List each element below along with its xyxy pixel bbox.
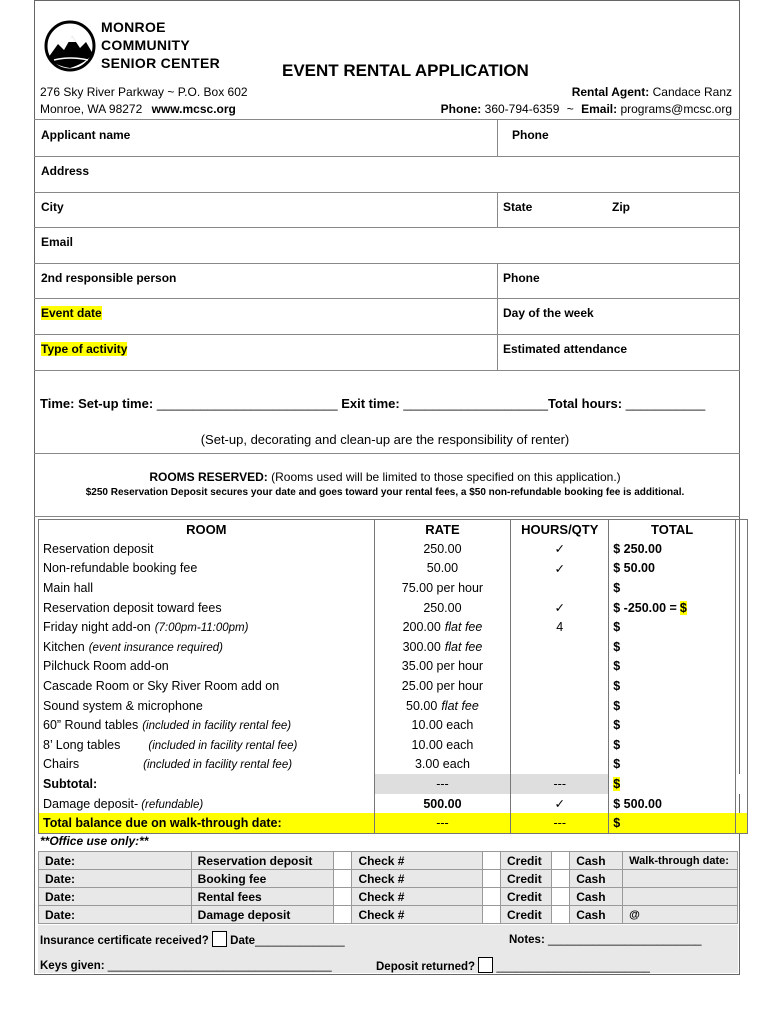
divider	[34, 298, 740, 299]
room-name-cell	[39, 539, 375, 559]
second-person-field[interactable]: 2nd responsible person	[41, 271, 177, 285]
room-name-cell	[39, 676, 375, 696]
total-cell[interactable]	[609, 657, 736, 677]
office-item: Rental fees	[191, 888, 333, 906]
total-cell[interactable]	[609, 735, 736, 755]
total-cell[interactable]	[609, 559, 736, 579]
room-row	[39, 755, 748, 775]
col-divider	[497, 263, 498, 370]
qty-cell[interactable]	[511, 637, 609, 657]
office-check: Check #	[352, 906, 482, 924]
room-table-header	[39, 520, 748, 540]
row-spacer	[735, 598, 747, 618]
room-row	[39, 637, 748, 657]
room-name: Reservation deposit toward fees	[43, 600, 222, 615]
keys-label: Keys given:	[40, 960, 105, 972]
address-line2	[40, 102, 236, 116]
qty-cell[interactable]: 4	[511, 617, 609, 637]
email-label: Email:	[581, 102, 618, 116]
col-divider	[497, 192, 498, 227]
rate-value: 250.00	[423, 541, 462, 556]
rental-agent	[572, 85, 732, 99]
qty-cell[interactable]: ✓	[511, 598, 609, 618]
applicant-name-field[interactable]: Applicant name	[41, 128, 131, 142]
room-name: Friday night add-on	[43, 620, 151, 635]
office-rows	[39, 852, 738, 924]
rate-cell	[374, 559, 511, 579]
subtotal-qty: ---	[511, 774, 609, 794]
subtotal-label: Subtotal:	[39, 774, 375, 794]
office-check: Check #	[352, 852, 482, 870]
header-total: TOTAL	[609, 520, 736, 540]
office-credit: Credit	[501, 888, 552, 906]
org-name-line3: SENIOR CENTER	[101, 55, 221, 71]
insurance-date-input[interactable]: ______________	[255, 935, 345, 947]
row-spacer	[735, 794, 747, 814]
phone-value: 360-794-6359	[484, 102, 560, 116]
rooms-reserved-label: ROOMS RESERVED:	[149, 470, 268, 484]
office-box2[interactable]	[482, 888, 500, 906]
room-note: (included in facility rental fee)	[148, 739, 298, 752]
header-room: ROOM	[39, 520, 375, 540]
office-cash: Cash	[570, 888, 623, 906]
insurance-label: Insurance certificate received?	[40, 935, 209, 947]
org-name-line2: COMMUNITY	[101, 37, 191, 53]
total-highlight: $	[679, 600, 687, 615]
rate-cell	[374, 578, 511, 598]
office-item: Booking fee	[191, 870, 333, 888]
office-row	[39, 852, 738, 870]
subtotal-value: $	[613, 777, 621, 792]
subtotal-row	[39, 774, 748, 794]
setup-time-input[interactable]: _________________________	[156, 396, 338, 411]
rate-value: 25.00 per hour	[401, 679, 484, 694]
qty-cell[interactable]	[511, 696, 609, 716]
office-box1[interactable]	[334, 852, 352, 870]
total-value: $ 50.00	[613, 561, 655, 576]
rate-value: 50.00	[406, 698, 438, 713]
office-check: Check #	[352, 870, 482, 888]
rate-value: 35.00 per hour	[401, 659, 484, 674]
total-cell[interactable]	[609, 598, 736, 618]
room-name-cell	[39, 559, 375, 579]
office-cash: Cash	[570, 870, 623, 888]
qty-cell[interactable]	[511, 735, 609, 755]
divider	[34, 334, 740, 335]
setup-note: (Set-up, decorating and clean-up are the responsibility of renter)	[200, 432, 570, 447]
form-title: EVENT RENTAL APPLICATION	[282, 61, 529, 80]
city-state-zip: Monroe, WA 98272	[40, 102, 143, 116]
total-cell[interactable]	[609, 637, 736, 657]
room-name: Chairs	[43, 757, 80, 772]
office-box3[interactable]	[551, 906, 569, 924]
rooms-reserved-line	[0, 470, 770, 484]
office-cash: Cash	[570, 906, 623, 924]
room-name: Non-refundable booking fee	[43, 561, 198, 576]
divider	[34, 453, 740, 454]
email-link[interactable]: programs@mcsc.org	[620, 102, 732, 116]
estimated-attendance-field[interactable]: Estimated attendance	[503, 342, 628, 356]
exit-time-input[interactable]: ____________________	[403, 396, 548, 411]
deposit-returned-checkbox[interactable]	[478, 957, 493, 973]
row-spacer	[735, 676, 747, 696]
rate-cell	[374, 676, 511, 696]
state-field[interactable]: State	[503, 200, 533, 214]
notes-label: Notes:	[509, 934, 545, 946]
insurance-line	[40, 931, 345, 947]
office-box1[interactable]	[334, 888, 352, 906]
org-name	[101, 18, 220, 72]
phone2-field[interactable]: Phone	[503, 271, 540, 285]
room-name-cell	[39, 598, 375, 618]
insurance-checkbox[interactable]	[212, 931, 227, 947]
rate-note: flat fee	[444, 620, 483, 635]
row-spacer	[735, 578, 747, 598]
balance-qty: ---	[511, 813, 609, 833]
address-line1: 276 Sky River Parkway ~ P.O. Box 602	[40, 85, 248, 99]
room-row	[39, 598, 748, 618]
phone-label: Phone:	[440, 102, 482, 116]
rate-cell	[374, 715, 511, 735]
damage-rate: 500.00	[374, 794, 511, 814]
divider	[34, 119, 740, 120]
total-value: $	[613, 737, 621, 752]
room-name: Cascade Room or Sky River Room add on	[43, 679, 280, 694]
mountains-logo-icon	[44, 20, 96, 72]
total-hours-label: Total hours:	[547, 396, 623, 411]
total-value: $	[613, 659, 621, 674]
room-rows	[39, 539, 748, 833]
address-field[interactable]: Address	[41, 164, 90, 178]
event-date-field[interactable]: Event date	[41, 306, 102, 320]
time-line	[40, 396, 705, 411]
office-table	[38, 851, 738, 924]
room-name: 60” Round tables	[43, 718, 139, 733]
room-row	[39, 696, 748, 716]
office-date: Date:	[39, 888, 192, 906]
rate-cell	[374, 598, 511, 618]
balance-total: $	[609, 813, 736, 833]
rate-value: 200.00	[402, 620, 441, 635]
row-spacer	[735, 774, 747, 794]
total-value: $	[613, 718, 621, 733]
row-spacer	[735, 715, 747, 735]
damage-qty: ✓	[511, 794, 609, 814]
damage-total: $ 500.00	[609, 794, 736, 814]
room-name-cell	[39, 715, 375, 735]
deposit-returned-label: Deposit returned?	[376, 961, 476, 973]
office-box1[interactable]	[334, 906, 352, 924]
total-cell[interactable]	[609, 676, 736, 696]
rate-cell	[374, 539, 511, 559]
divider	[34, 156, 740, 157]
rate-note: flat fee	[441, 698, 479, 713]
office-credit: Credit	[501, 870, 552, 888]
rate-cell	[374, 755, 511, 775]
zip-field[interactable]: Zip	[612, 200, 630, 214]
office-box3[interactable]	[551, 888, 569, 906]
rate-value: 50.00	[426, 561, 459, 576]
office-extra: Walk-through date:	[623, 852, 738, 870]
total-cell[interactable]	[609, 539, 736, 559]
total-cell[interactable]	[609, 715, 736, 735]
room-note: (event insurance required)	[88, 641, 223, 654]
room-row	[39, 559, 748, 579]
office-date: Date:	[39, 870, 192, 888]
room-name-cell	[39, 735, 375, 755]
room-name-cell	[39, 637, 375, 657]
office-box3[interactable]	[551, 870, 569, 888]
type-of-activity-field[interactable]: Type of activity	[41, 342, 128, 356]
city-field[interactable]: City	[41, 200, 64, 214]
room-note: (included in facility rental fee)	[142, 720, 292, 733]
separator: ~	[566, 102, 574, 116]
row-spacer	[735, 559, 747, 579]
header-rate: RATE	[374, 520, 511, 540]
office-use-label: **Office use only:**	[40, 834, 149, 848]
room-name: 8’ Long tables	[43, 737, 121, 752]
office-credit: Credit	[501, 852, 552, 870]
contact-phone-email	[441, 102, 732, 116]
subtotal-total[interactable]	[609, 774, 736, 794]
qty-cell[interactable]	[511, 676, 609, 696]
room-row	[39, 676, 748, 696]
keys-line	[40, 960, 332, 972]
row-spacer	[735, 657, 747, 677]
row-spacer	[735, 539, 747, 559]
row-spacer	[735, 696, 747, 716]
row-spacer	[735, 735, 747, 755]
deposit-returned-line	[376, 957, 650, 973]
rooms-reserved-note: (Rooms used will be limited to those specified on this application.)	[271, 470, 621, 484]
qty-cell[interactable]	[511, 715, 609, 735]
divider	[34, 516, 740, 517]
office-cash: Cash	[570, 852, 623, 870]
phone-field[interactable]: Phone	[512, 128, 549, 142]
damage-deposit-row	[39, 794, 748, 814]
rate-cell	[374, 735, 511, 755]
room-name-cell	[39, 657, 375, 677]
total-value: $	[613, 757, 621, 772]
divider	[34, 192, 740, 193]
room-row	[39, 735, 748, 755]
room-table	[38, 519, 748, 834]
room-name-cell	[39, 578, 375, 598]
room-name-cell	[39, 696, 375, 716]
page-bottom-border	[34, 974, 740, 975]
room-note: (included in facility rental fee)	[143, 759, 293, 772]
rate-cell	[374, 657, 511, 677]
exit-time-label: Exit time:	[341, 396, 400, 411]
page-top-border	[34, 0, 740, 1]
divider	[34, 263, 740, 264]
total-value: $	[613, 581, 621, 596]
damage-label: Damage deposit-	[43, 796, 139, 811]
office-item: Damage deposit	[191, 906, 333, 924]
room-name: Main hall	[43, 581, 94, 596]
rate-value: 10.00 each	[411, 718, 474, 733]
row-spacer	[735, 813, 747, 833]
qty-cell[interactable]	[511, 657, 609, 677]
total-value: $	[613, 639, 621, 654]
rate-value: 75.00 per hour	[401, 581, 484, 596]
balance-row	[39, 813, 748, 833]
website-link[interactable]: www.mcsc.org	[151, 102, 236, 116]
total-value: $	[613, 620, 621, 635]
room-row	[39, 578, 748, 598]
day-of-week-field[interactable]: Day of the week	[503, 306, 594, 320]
total-value: $	[613, 679, 621, 694]
room-row	[39, 715, 748, 735]
subtotal-rate: ---	[374, 774, 511, 794]
setup-time-label: Set-up time:	[78, 396, 154, 411]
deposit-returned-input[interactable]: ________________________	[496, 961, 650, 973]
qty-cell[interactable]: ✓	[511, 559, 609, 579]
rate-note: flat fee	[444, 639, 483, 654]
divider	[34, 370, 740, 371]
balance-rate: ---	[374, 813, 511, 833]
room-name-cell	[39, 617, 375, 637]
rental-agent-label: Rental Agent:	[571, 85, 650, 99]
divider	[34, 227, 740, 228]
notes-input[interactable]: ________________________	[547, 934, 702, 946]
balance-label: Total balance due on walk-through date:	[39, 813, 375, 833]
qty-cell[interactable]	[511, 755, 609, 775]
room-name: Reservation deposit	[43, 541, 154, 556]
total-cell[interactable]	[609, 696, 736, 716]
room-row	[39, 657, 748, 677]
time-label: Time:	[40, 396, 75, 411]
total-cell[interactable]	[609, 755, 736, 775]
office-row	[39, 906, 738, 924]
office-extra	[623, 888, 738, 906]
total-hours-input[interactable]: ___________	[625, 396, 706, 411]
insurance-date-label: Date	[230, 935, 256, 947]
room-name: Kitchen	[43, 639, 85, 654]
damage-label-cell	[39, 794, 375, 814]
qty-cell[interactable]	[511, 578, 609, 598]
rate-cell	[374, 637, 511, 657]
office-date: Date:	[39, 906, 192, 924]
office-box2[interactable]	[482, 870, 500, 888]
rate-cell	[374, 696, 511, 716]
office-extra: @	[623, 906, 738, 924]
room-row	[39, 539, 748, 559]
row-spacer	[735, 755, 747, 775]
office-item: Reservation deposit	[191, 852, 333, 870]
office-row	[39, 870, 738, 888]
keys-input[interactable]: ___________________________________	[107, 960, 332, 972]
col-divider	[497, 119, 498, 156]
office-row	[39, 888, 738, 906]
rental-agent-name: Candace Ranz	[652, 85, 732, 99]
rate-cell	[374, 617, 511, 637]
rate-value: 250.00	[423, 600, 462, 615]
room-note: (7:00pm-11:00pm)	[154, 622, 249, 635]
total-cell[interactable]	[609, 578, 736, 598]
room-row	[39, 617, 748, 637]
rate-value: 10.00 each	[411, 737, 474, 752]
notes-line	[509, 934, 701, 946]
deposit-note: $250 Reservation Deposit secures your date and goes toward your rental fees, a $50 non-refundable booking fee is additional.	[85, 487, 685, 498]
email-field[interactable]: Email	[41, 235, 74, 249]
office-box1[interactable]	[334, 870, 352, 888]
header-spacer	[735, 520, 747, 540]
header-qty: HOURS/QTY	[511, 520, 609, 540]
office-box2[interactable]	[482, 852, 500, 870]
office-box3[interactable]	[551, 852, 569, 870]
rate-value: 300.00	[402, 639, 441, 654]
damage-note: (refundable)	[141, 798, 204, 811]
row-spacer	[735, 637, 747, 657]
office-credit: Credit	[501, 906, 552, 924]
office-extra	[623, 870, 738, 888]
total-value: $	[613, 698, 621, 713]
room-name: Pilchuck Room add-on	[43, 659, 169, 674]
org-name-line1: MONROE	[101, 19, 166, 35]
row-spacer	[735, 617, 747, 637]
room-name: Sound system & microphone	[43, 698, 203, 713]
total-value: $ 250.00	[613, 541, 662, 556]
total-value: $ -250.00 =	[613, 600, 677, 615]
office-box2[interactable]	[482, 906, 500, 924]
total-cell[interactable]	[609, 617, 736, 637]
rate-value: 3.00 each	[414, 757, 470, 772]
office-check: Check #	[352, 888, 482, 906]
room-name-cell	[39, 755, 375, 775]
qty-cell[interactable]: ✓	[511, 539, 609, 559]
office-date: Date:	[39, 852, 192, 870]
